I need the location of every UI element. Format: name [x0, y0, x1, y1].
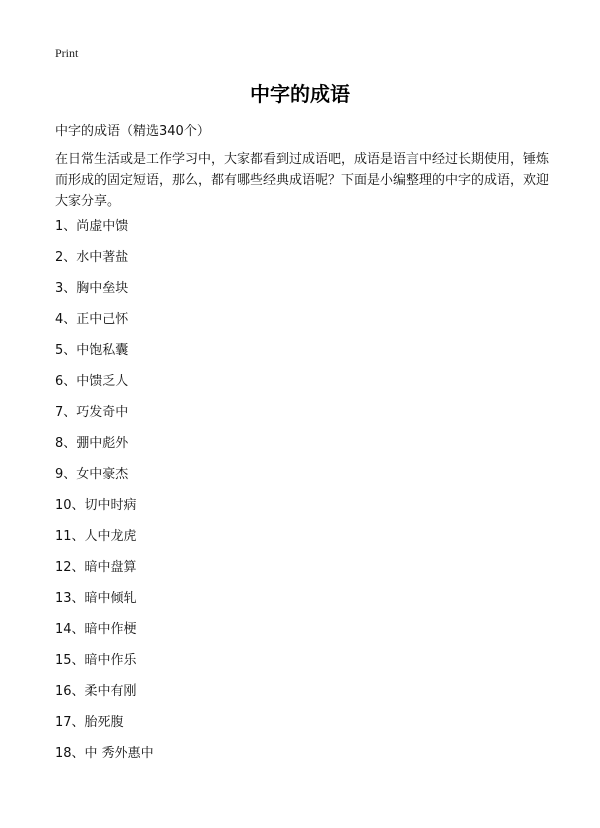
- list-item: 7、巧发奇中: [55, 405, 129, 420]
- intro-paragraph: 在日常生活或是工作学习中，大家都看到过成语吧，成语是语言中经过长期使用，锤炼而形成的固定短语，那么，都有哪些经典成语呢？下面是小编整理的中字的成语，欢迎大家分享。: [55, 152, 550, 209]
- list-item: 13、暗中倾轧: [55, 591, 137, 606]
- list-item: 16、柔中有刚: [55, 684, 137, 699]
- list-item: 1、尚虚中馈: [55, 219, 129, 234]
- list-item: 8、弸中彪外: [55, 436, 129, 451]
- list-item: 11、人中龙虎: [55, 529, 137, 544]
- list-item: 14、暗中作梗: [55, 622, 137, 637]
- list-item: 9、女中豪杰: [55, 467, 129, 482]
- list-item: 6、中馈乏人: [55, 374, 129, 389]
- list-item: 5、中饱私囊: [55, 343, 129, 358]
- subtitle: 中字的成语（精选340个）: [55, 124, 210, 139]
- list-item: 2、水中著盐: [55, 250, 129, 265]
- list-item: 10、切中时病: [55, 498, 137, 513]
- list-item: 17、胎死腹: [55, 715, 124, 730]
- list-item: 15、暗中作乐: [55, 653, 137, 668]
- page-title: 中字的成语: [250, 82, 350, 106]
- list-item: 3、胸中垒块: [55, 281, 129, 296]
- list-item: 12、暗中盘算: [55, 560, 137, 575]
- list-item: 18、中 秀外惠中: [55, 746, 154, 761]
- idiom-list: [55, 218, 154, 776]
- print-link[interactable]: Print: [55, 46, 79, 60]
- list-item: 4、正中己怀: [55, 312, 129, 327]
